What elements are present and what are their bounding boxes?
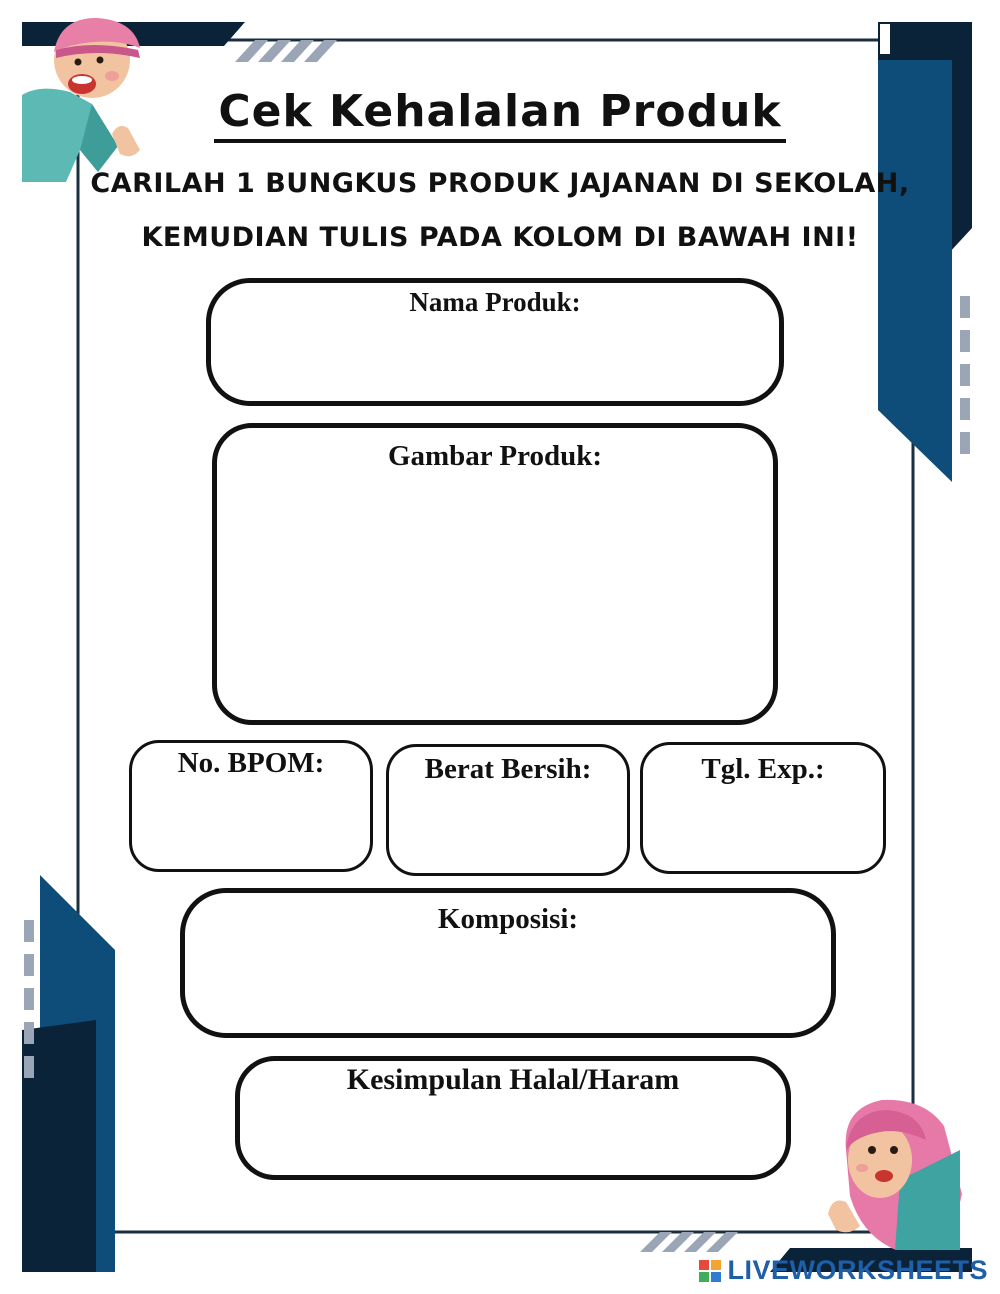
tgl-exp-box[interactable] (640, 742, 886, 874)
berat-bersih-box[interactable] (386, 744, 630, 876)
girl-illustration (828, 1100, 962, 1250)
right-stripes (960, 296, 970, 454)
top-stripes (235, 40, 337, 62)
instruction-line-2: KEMUDIAN TULIS PADA KOLOM DI BAWAH INI! (141, 222, 859, 253)
liveworksheets-logo-icon (699, 1260, 721, 1282)
top-right-notch (880, 24, 890, 54)
berat-bersih-label: Berat Bersih: (424, 753, 592, 785)
nama-produk-box[interactable] (206, 278, 784, 406)
gambar-produk-label: Gambar Produk: (387, 440, 603, 472)
bottom-stripes (640, 1232, 738, 1252)
komposisi-label: Komposisi: (437, 903, 579, 935)
gambar-produk-box[interactable] (212, 423, 778, 725)
nama-produk-label: Nama Produk: (409, 287, 581, 317)
page-title-text: Cek Kehalalan Produk (214, 86, 785, 143)
no-bpom-box[interactable] (129, 740, 373, 872)
kesimpulan-label: Kesimpulan Halal/Haram (346, 1063, 680, 1096)
liveworksheets-logo (699, 1255, 988, 1286)
tgl-exp-label: Tgl. Exp.: (701, 753, 825, 785)
liveworksheets-logo-text: LIVEWORKSHEETS (727, 1255, 988, 1285)
komposisi-box[interactable] (180, 888, 836, 1038)
no-bpom-label: No. BPOM: (177, 747, 325, 779)
instruction-line-1: CARILAH 1 BUNGKUS PRODUK JAJANAN DI SEKOLAH, (90, 168, 910, 199)
kesimpulan-box[interactable] (235, 1056, 791, 1180)
page-title (0, 86, 1000, 137)
